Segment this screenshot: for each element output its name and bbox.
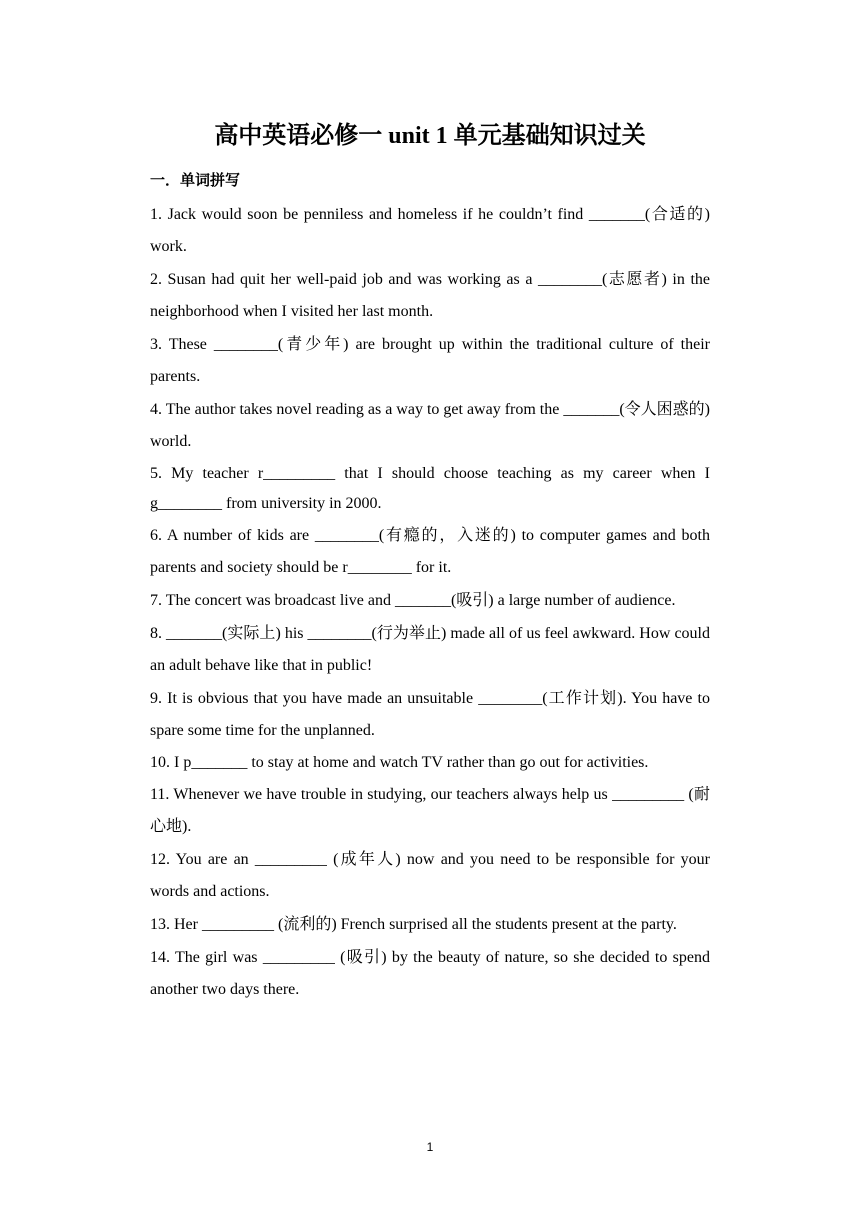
- question-12: 12. You are an _________ (成年人) now and you need to be responsible for your words and actions.: [150, 851, 710, 900]
- document-title: 高中英语必修一 unit 1 单元基础知识过关: [214, 123, 646, 149]
- question-4: 4. The author takes novel reading as a way to get away from the _______(令人困惑的) world.: [150, 401, 711, 450]
- question-2: 2. Susan had quit her well-paid job and was working as a ________(志愿者) in the neighborhood when I visited her last month.: [150, 271, 710, 320]
- question-13: 13. Her _________ (流利的) French surprised all the students present at the party.: [150, 916, 677, 933]
- question-10: 10. I p_______ to stay at home and watch TV rather than go out for activities.: [150, 754, 649, 771]
- page-number: 1: [426, 1140, 434, 1154]
- question-8: 8. _______(实际上) his ________(行为举止) made all of us feel awkward. How could an adult behave like that in public!: [150, 625, 710, 674]
- question-5: 5. My teacher r_________ that I should choose teaching as my career when I g________ from university in 2000.: [150, 465, 710, 512]
- question-6: 6. A number of kids are ________(有瘾的，入迷的) to computer games and both parents and society should be r________ for it.: [150, 527, 710, 576]
- question-11: 11. Whenever we have trouble in studying, our teachers always help us _________ (耐心地).: [150, 786, 711, 835]
- question-9: 9. It is obvious that you have made an unsuitable ________(工作计划). You have to spare some time for the unplanned.: [150, 690, 710, 739]
- question-list: [150, 199, 710, 1007]
- question-14: 14. The girl was _________ (吸引) by the beauty of nature, so she decided to spend another two days there.: [150, 949, 710, 998]
- section-heading-word-spelling: 一．单词拼写: [150, 171, 241, 189]
- question-1: 1. Jack would soon be penniless and homeless if he couldn’t find _______(合适的) work.: [150, 206, 710, 255]
- question-3: 3. These ________(青少年) are brought up within the traditional culture of their parents.: [150, 336, 710, 385]
- question-7: 7. The concert was broadcast live and _______(吸引) a large number of audience.: [150, 592, 676, 609]
